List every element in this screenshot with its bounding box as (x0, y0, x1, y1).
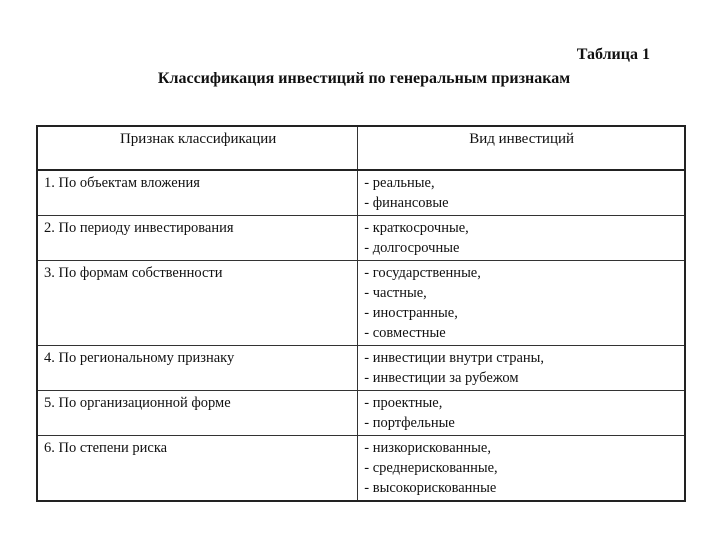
investment-type-item: - долгосрочные (364, 240, 460, 256)
investment-type-item: - среднерискованные, (364, 460, 498, 476)
investment-type-item: - реальные, (364, 175, 435, 191)
table-row (37, 346, 685, 391)
criterion-cell: 5. По организационной форме (37, 391, 358, 436)
table-title: Классификация инвестиций по генеральным признакам (157, 70, 571, 87)
table-body (37, 170, 685, 501)
criterion-cell: 4. По региональному признаку (37, 346, 358, 391)
investment-types-cell (358, 346, 685, 391)
investment-type-item: - инвестиции внутри страны, (364, 350, 545, 366)
investment-type-item: - портфельные (364, 415, 455, 431)
table-row (37, 391, 685, 436)
table-row (37, 436, 685, 502)
investment-type-item: - финансовые (364, 195, 449, 211)
criterion-cell: 2. По периоду инвестирования (37, 216, 358, 261)
investment-type-item: - государственные, (364, 265, 481, 281)
table-number-label: Таблица 1 (576, 46, 650, 63)
investment-type-item: - частные, (364, 285, 427, 301)
table-row (37, 216, 685, 261)
investment-types-cell (358, 170, 685, 216)
investment-type-item: - проектные, (364, 395, 443, 411)
investment-types-cell (358, 261, 685, 346)
investment-types-cell (358, 391, 685, 436)
investment-types-cell (358, 436, 685, 502)
criterion-cell: 1. По объектам вложения (37, 170, 358, 216)
header-criterion: Признак классификации (37, 126, 358, 170)
criterion-cell: 6. По степени риска (37, 436, 358, 502)
investment-type-item: - низкорискованные, (364, 440, 491, 456)
investment-type-item: - инвестиции за рубежом (364, 370, 519, 386)
table-row (37, 261, 685, 346)
table-row (37, 170, 685, 216)
table-header-row (37, 126, 685, 170)
investment-type-item: - совместные (364, 325, 446, 341)
criterion-cell: 3. По формам собственности (37, 261, 358, 346)
investment-type-item: - высокорискованные (364, 480, 497, 496)
classification-table (36, 125, 686, 502)
investment-types-cell (358, 216, 685, 261)
header-investment-type: Вид инвестиций (358, 126, 685, 170)
investment-type-item: - краткосрочные, (364, 220, 469, 236)
investment-type-item: - иностранные, (364, 305, 458, 321)
